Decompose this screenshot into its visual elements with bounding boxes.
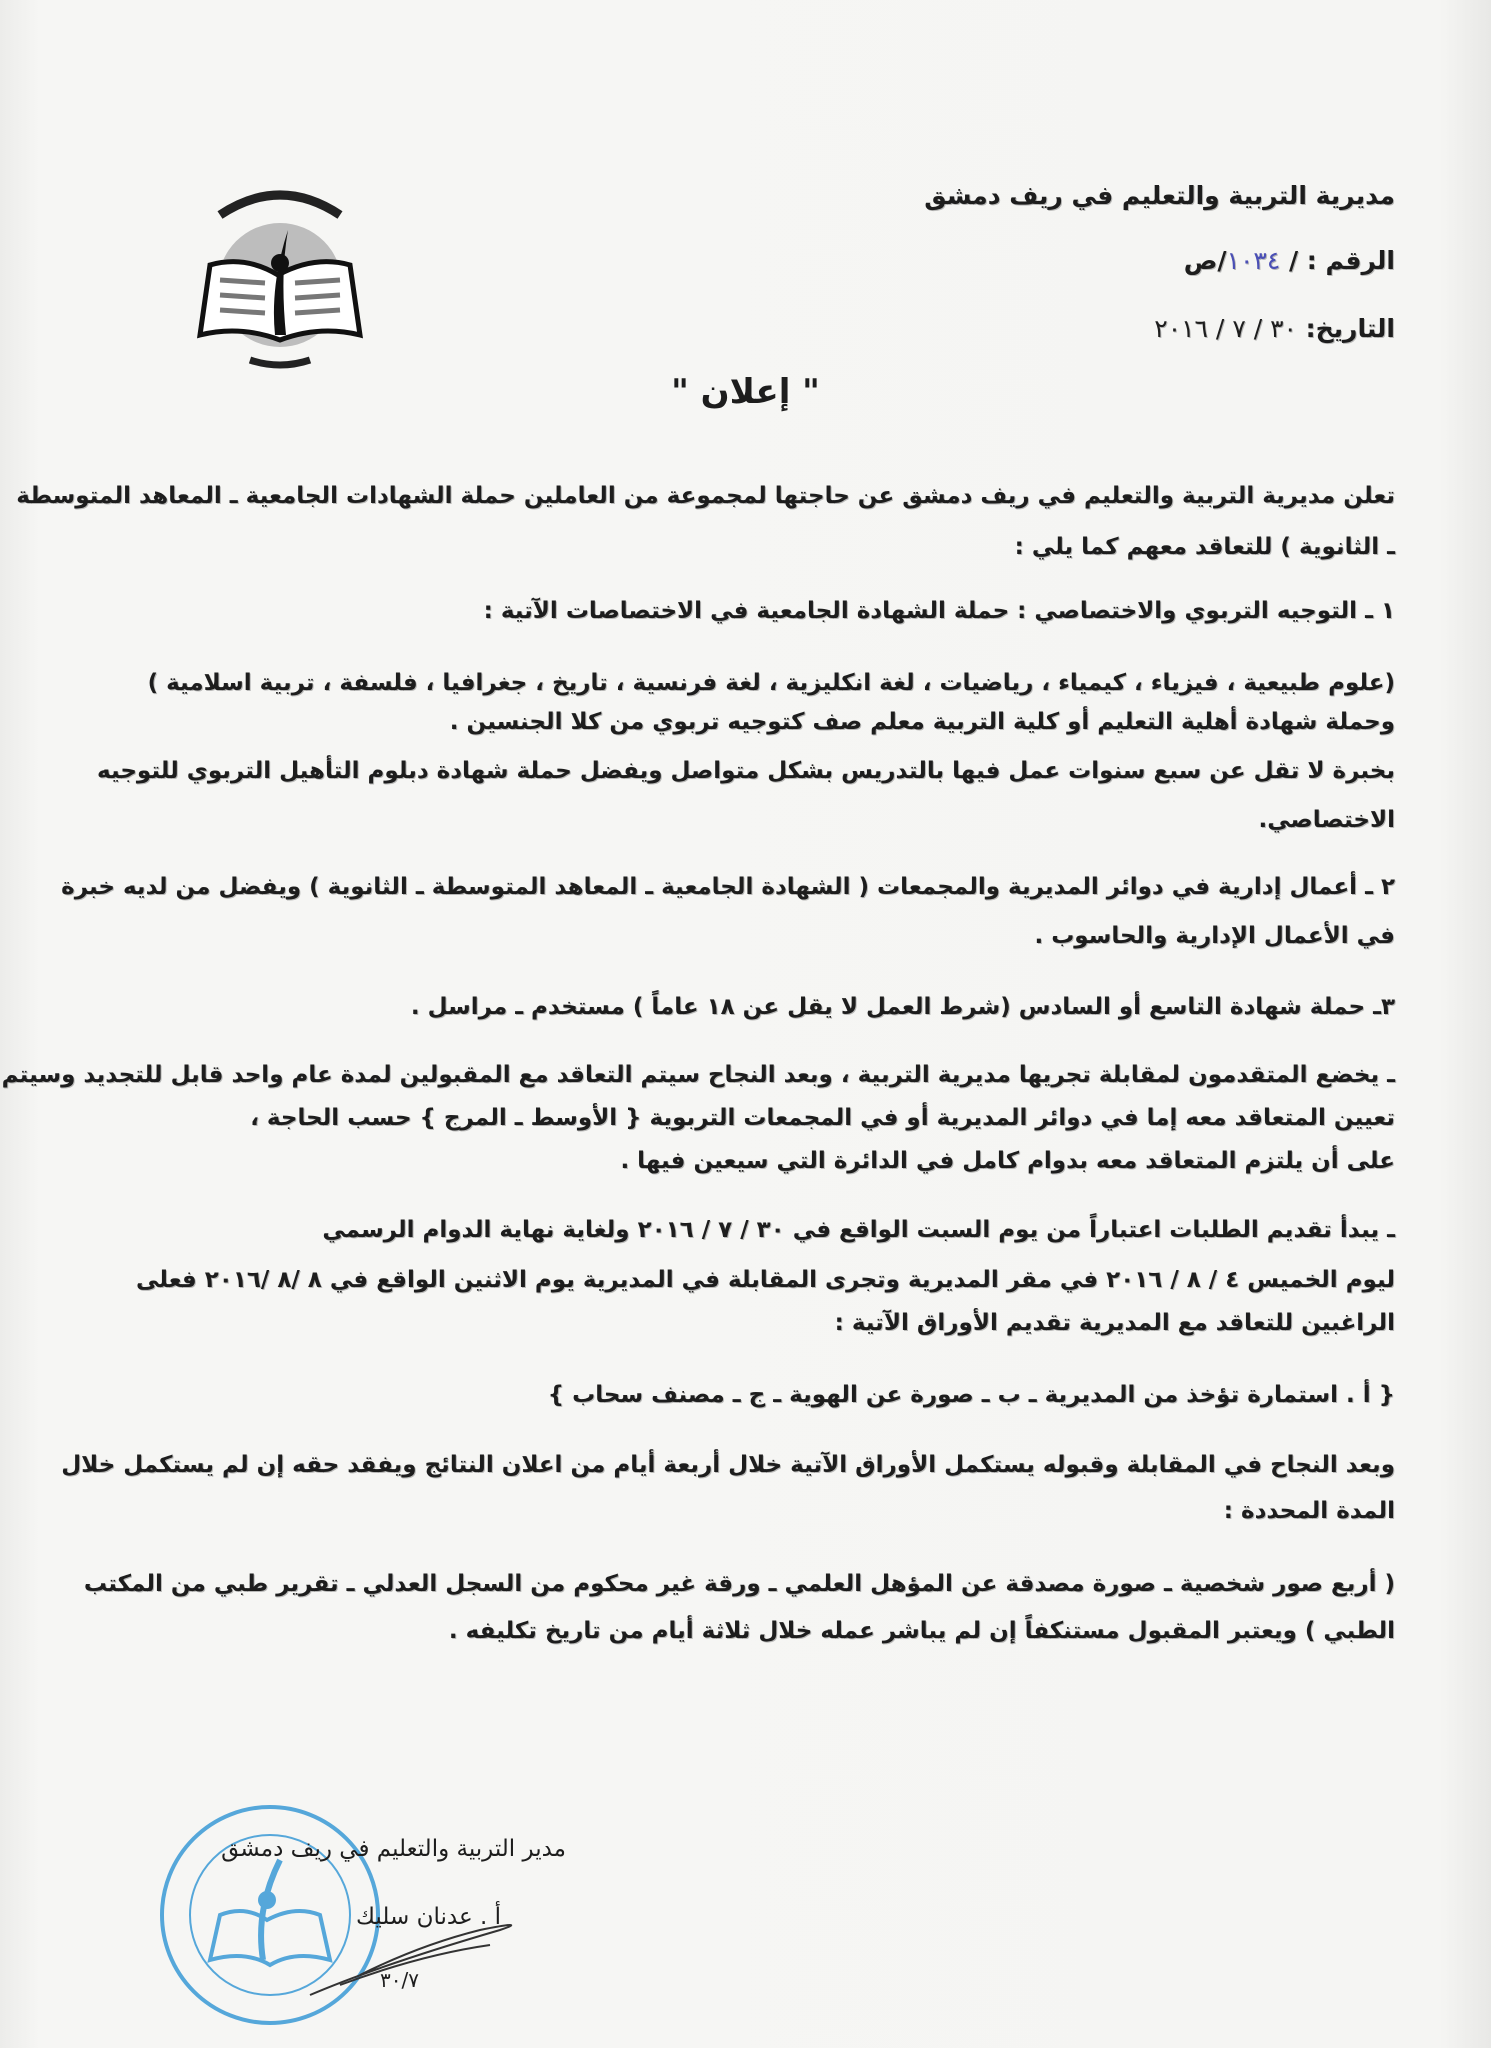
after-line-1a: وبعد النجاح في المقابلة وقبوله يستكمل xyxy=(944,1452,1395,1478)
org-name: مديرية التربية والتعليم في ريف دمشق xyxy=(924,181,1395,210)
signatory-name: أ . عدنان سليك xyxy=(356,1904,501,1930)
interview-line-2: تعيين المتعاقد معه إما في دوائر المديرية أو في المجمعات التربوية { الأوسط ـ المرج } حسب الحاجة ، xyxy=(250,1105,1395,1131)
interview-line-1: ـ يخضع المتقدمون لمقابلة تجريها مديرية التربية ، وبعد النجاح سيتم التعاقد مع المقبولين لمدة عام واحد قابل للتجديد وسيتم xyxy=(1,1062,1395,1088)
item-1-heading: ١ ـ التوجيه التربوي والاختصاصي : حملة الشهادة الجامعية في الاختصاصات الآتية : xyxy=(483,598,1395,624)
item-1-line-2: وحملة شهادة أهلية التعليم أو كلية التربية معلم صف كتوجيه تربوي من كلا الجنسين . xyxy=(449,709,1395,735)
handwritten-date: ٣٠/٧ xyxy=(380,1968,419,1992)
item-3-text: ٣ـ حملة شهادة التاسع أو السادس (شرط العمل لا يقل عن ١٨ عاماً ) xyxy=(632,994,1395,1020)
item-3-bold: مستخدم ـ مراسل . xyxy=(410,994,625,1020)
date-value: ٣٠ / ٧ / ٢٠١٦ xyxy=(1154,314,1297,343)
apply-line-3: الراغبين للتعاقد مع المديرية تقديم الأوراق الآتية : xyxy=(834,1310,1395,1336)
item-2-line-1: ٢ ـ أعمال إدارية في دوائر المديرية والمجمعات ( الشهادة الجامعية ـ المعاهد المتوسطة ـ الثانوية ) ويفضل من لديه خبرة xyxy=(61,874,1395,900)
item-2-line-2: في الأعمال الإدارية والحاسوب . xyxy=(1034,923,1395,949)
ref-label: الرقم : / xyxy=(1288,246,1395,275)
announcement-title: " إعلان " xyxy=(671,372,820,412)
after-line-1 xyxy=(61,1449,1395,1481)
item-3 xyxy=(411,991,1395,1023)
signature-scrawl xyxy=(300,1905,530,2015)
after-line-2: المدة المحددة : xyxy=(1223,1498,1395,1524)
ref-number-handwritten: ١٠٣٤ xyxy=(1226,246,1281,275)
documents-list: { أ . استمارة تؤخذ من المديرية ـ ب ـ صورة عن الهوية ـ ج ـ مصنف سحاب } xyxy=(547,1382,1395,1408)
interview-line-3: على أن يلتزم المتعاقد معه بدوام كامل في الدائرة التي سيعين فيها . xyxy=(620,1148,1395,1174)
directorate-logo xyxy=(180,175,380,375)
date-label: التاريخ: xyxy=(1305,314,1395,343)
item-1-subjects: (علوم طبيعية ، فيزياء ، كيمياء ، رياضيات ، لغة انكليزية ، لغة فرنسية ، تاريخ ، جغرافيا ، فلسفة ، تربية اسلامية ) xyxy=(147,670,1395,696)
item-1-line-3: بخبرة لا تقل عن سبع سنوات عمل فيها بالتدريس بشكل متواصل ويفضل حملة شهادة دبلوم التأهيل التربوي للتوجيه xyxy=(97,758,1395,784)
final-line-2b: ويعتبر المقبول مستنكفاً إن لم يباشر عمله خلال ثلاثة أيام من تاريخ تكليفه . xyxy=(448,1618,1297,1644)
signatory-title: مدير التربية والتعليم في ريف دمشق xyxy=(221,1836,566,1862)
final-line-1: ( أربع صور شخصية ـ صورة مصدقة عن المؤهل العلمي ـ ورقة غير محكوم من السجل العدلي ـ تقرير طبي من المكتب xyxy=(83,1571,1395,1597)
final-line-2a: الطبي ) xyxy=(1304,1618,1395,1644)
date-line xyxy=(1154,313,1395,345)
final-line-2 xyxy=(449,1615,1395,1647)
reference-number xyxy=(1184,245,1395,277)
ref-suffix: /ص xyxy=(1183,246,1227,275)
apply-line-1: ـ يبدأ تقديم الطلبات اعتباراً من يوم السبت الواقع في ٣٠ / ٧ / ٢٠١٦ ولغاية نهاية الدوام الرسمي xyxy=(322,1217,1395,1243)
after-line-1b: الأوراق الآتية خلال أربعة أيام من اعلان النتائج ويفقد حقه إن لم يستكمل خلال xyxy=(61,1452,937,1478)
apply-line-2: ليوم الخميس ٤ / ٨ / ٢٠١٦ في مقر المديرية وتجرى المقابلة في المديرية يوم الاثنين الواقع في ٨ /٨ /٢٠١٦ فعلى xyxy=(136,1267,1395,1293)
intro-line-2: ـ الثانوية ) للتعاقد معهم كما يلي : xyxy=(1014,534,1395,560)
intro-line-1: تعلن مديرية التربية والتعليم في ريف دمشق عن حاجتها لمجموعة من العاملين حملة الشهادات الجامعية ـ المعاهد المتوسطة xyxy=(16,483,1395,509)
item-1-line-4: الاختصاصي. xyxy=(1258,807,1395,833)
